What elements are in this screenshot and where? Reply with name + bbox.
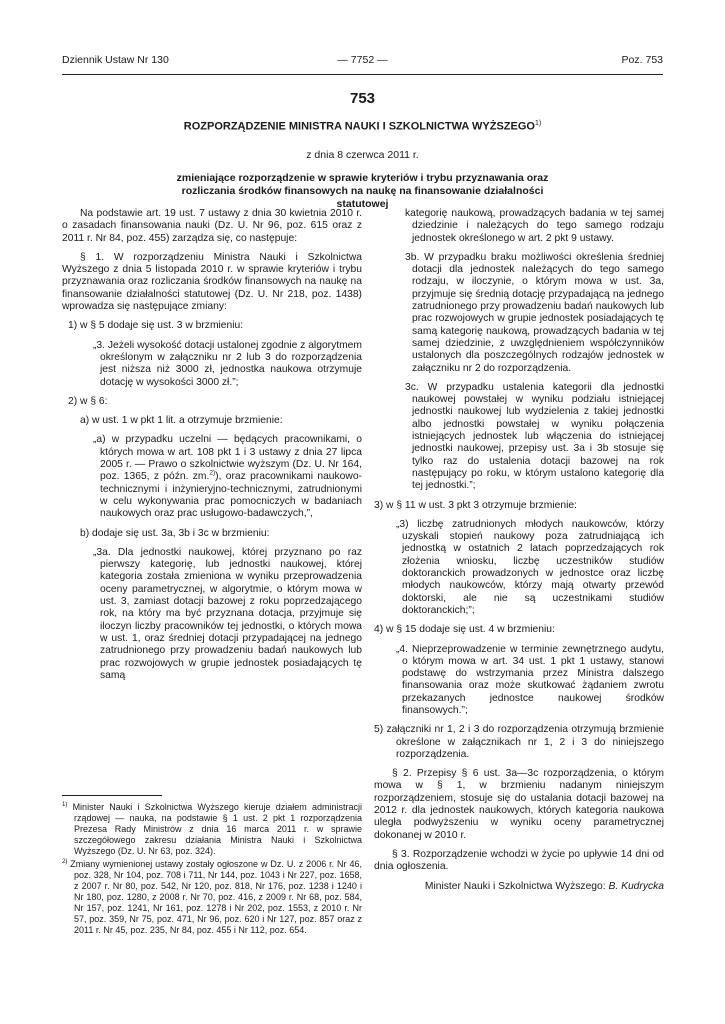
item-4: 4) w § 15 dodaje się ust. 4 w brzmieniu: <box>374 624 555 636</box>
footnote-rule <box>62 795 162 796</box>
item-2a-text-part1: „a) w przypadku uczelni — będących pracownikami, o których mowa w art. 108 pkt 1 i 3 ustawy z dnia 27 lipca 2005 r. — Prawo o szkolnictwie wyższym (Dz. U. Nr 164, poz. 1365, z późn. zm. <box>93 434 362 483</box>
page-header <box>62 54 663 70</box>
signature <box>374 881 664 893</box>
position-number: Poz. 753 <box>621 54 663 66</box>
left-column <box>62 208 362 689</box>
item-5: 5) załączniki nr 1, 2 i 3 do rozporządzenia otrzymują brzmienie określone w załącznikach nr 1, 2 i 3 do niniejszego rozporządzenia. <box>374 724 664 760</box>
header-rule <box>62 74 663 75</box>
act-title <box>60 120 665 133</box>
footnote-1-text: Minister Nauki i Szkolnictwa Wyższego kieruje działem administracji rządowej — nauka, na podstawie § 1 ust. 2 pkt 1 rozporządzenia Prezesa Rady Ministrów z dnia 16 marca 2011 r. w sprawie szczegółowego zakresu działania Ministra Nauki i Szkolnictwa Wyższego (Dz. U. Nr 63, poz. 324). <box>72 802 362 856</box>
item-3a-continued: kategorię naukową, prowadzących badania w tej samej dziedzinie i należących do tego samego rodzaju jednostek określonego w art. 2 pkt 9 ustawy. <box>405 208 664 244</box>
item-2a-footnote-ref: 2) <box>209 469 216 477</box>
item-3b: 3b. W przypadku braku możliwości określenia średniej dotacji dla jednostek należących do tego samego rodzaju, w iloczynie, o którym mowa w ust. 3a, przyjmuje się średnią dotację przypadającą na jednego zatrudnionego przy prowadzeniu badań naukowych lub prac rozwojowych w grupie jednostek posiadających tę samą kategorię naukową, prowadzących badania w tej samej dziedzinie, z uwzględnieniem współczynników ustalonych dla poszczególnych rodzajów jednostek w załączniku nr 2 do rozporządzenia. <box>405 251 664 374</box>
footnote-1 <box>62 802 362 857</box>
footnote-2 <box>62 859 362 936</box>
item-2a: a) w ust. 1 w pkt 1 lit. a otrzymuje brzmienie: <box>80 415 283 427</box>
intro-paragraph: Na podstawie art. 19 ust. 7 ustawy z dnia 30 kwietnia 2010 r. o zasadach finansowania nauki (Dz. U. Nr 96, poz. 615 oraz z 2011 r. Nr 84, poz. 455) zarządza się, co następuje: <box>62 208 362 244</box>
item-1-text: „3. Jeżeli wysokość dotacji ustalonej zgodnie z algorytmem określonym w załączniku nr 2 lub 3 do rozporządzenia jest niższa niż 3000 zł, jednostka naukowa otrzymuje dotację w wysokości 3000 zł.”; <box>93 339 362 388</box>
page-number: — 7752 — <box>337 54 388 66</box>
item-3-text: „3) liczbę zatrudnionych młodych naukowców, którzy uzyskali stopień naukowy poza zatrudniającą ich jednostką w ostatnich 2 latach poprzedzających rok złożenia wniosku, liczbę uczestników studiów doktoranckich prowadzonych w jednostce oraz liczbę młodych naukowców, którzy mają otwarty przewód doktorski, ale nie są uczestnikami studiów doktoranckich;”; <box>396 518 664 616</box>
item-2b-3a-text: „3a. Dla jednostki naukowej, której przyznano po raz pierwszy kategorię, lub jednostki naukowej, której kategoria została zmieniona w wyniku przeprowadzenia oceny parametrycznej, w algorytmie, o którym mowa w ust. 3, zamiast dotacji bazowej z roku poprzedzającego rok, na który ma być przyznana dotacja, przyjmuje się iloczyn liczby pracowników tej jednostki, o których mowa w ust. 1, oraz średniej dotacji przypadającej na jednego zatrudnionego przy prowadzeniu badań naukowych lub prac rozwojowych w grupie jednostek posiadających tę samą <box>93 546 362 681</box>
item-2b: b) dodaje się ust. 3a, 3b i 3c w brzmieniu: <box>80 527 270 539</box>
item-3c: 3c. W przypadku ustalenia kategorii dla jednostki naukowej powstałej w wyniku podziału istniejącej jednostki naukowej lub wydzielenia z takiej jednostki albo jednostki powstałej w wyniku połączenia istniejących jednostek lub włączenia do istniejącej jednostki naukowej, przepisy ust. 3a i 3b stosuje się tylko raz do ustalenia dotacji bazowej na rok następujący po roku, w którym ustalono kategorię dla tej jednostki.”; <box>405 381 664 492</box>
paragraph-3: § 3. Rozporządzenie wchodzi w życie po upływie 14 dni od dnia ogłoszenia. <box>374 848 664 873</box>
act-date: z dnia 8 czerwca 2011 r. <box>306 149 419 161</box>
act-subject: zmieniające rozporządzenie w sprawie kryteriów i trybu przyznawania oraz rozliczania środków finansowych na naukę na finansowanie działalności statutowej <box>176 172 549 210</box>
signature-name: B. Kudrycka <box>608 880 664 892</box>
item-2: 2) w § 6: <box>68 395 108 407</box>
journal-name: Dziennik Ustaw Nr 130 <box>62 54 169 66</box>
title-footnote-ref: 1) <box>534 120 542 127</box>
act-title-text: ROZPORZĄDZENIE MINISTRA NAUKI I SZKOLNICTWA WYŻSZEGO <box>183 120 535 133</box>
item-1: 1) w § 5 dodaje się ust. 3 w brzmieniu: <box>68 320 244 332</box>
footnote-1-mark: 1) <box>62 802 68 808</box>
footnote-2-mark: 2) <box>62 859 68 865</box>
act-number: 753 <box>349 90 376 107</box>
item-4-text: „4. Nieprzeprowadzenie w terminie zewnętrznego audytu, o którym mowa w art. 34 ust. 1 pkt 1 ustawy, stanowi podstawę do wstrzymania przez Ministra dalszego finansowania oraz może skutkować żądaniem zwrotu przekazanych jednostce naukowej środków finansowych.”; <box>396 643 664 716</box>
item-2a-text-part2: ), oraz pracownikami naukowo-technicznymi i inżynieryjno-technicznymi, zatrudnionymi w celu wykonywania prac pomocniczych w badaniach naukowych oraz prac usługowo-badawczych,”, <box>100 471 362 520</box>
paragraph-2: § 2. Przepisy § 6 ust. 3a—3c rozporządzenia, o którym mowa w § 1, w brzmieniu nadanym niniejszym rozporządzeniem, stosuje się do ustalania dotacji bazowej na 2012 r. dla jednostek naukowych, których kategoria naukowa uległa podwyższeniu w wyniku oceny parametrycznej dokonanej w 2010 r. <box>374 768 664 841</box>
paragraph-1: § 1. W rozporządzeniu Ministra Nauki i Szkolnictwa Wyższego z dnia 5 listopada 2010 r. w sprawie kryteriów i trybu przyznawania oraz rozliczania środków finansowych na naukę na finansowanie działalności statutowej (Dz. U. Nr 218, poz. 1438) wprowadza się następujące zmiany: <box>62 251 362 313</box>
signature-role: Minister Nauki i Szkolnictwa Wyższego: <box>424 880 609 892</box>
item-2a-text <box>62 434 362 520</box>
footnote-2-text: Zmiany wymienionej ustawy zostały ogłoszone w Dz. U. z 2006 r. Nr 46, poz. 328, Nr 104, poz. 708 i 711, Nr 144, poz. 1043 i Nr 227, poz. 1658, z 2007 r. Nr 80, poz. 542, Nr 120, poz. 818, Nr 176, poz. 1238 i 1240 i Nr 180, poz. 1280, z 2008 r. Nr 70, poz. 416, z 2009 r. Nr 68, poz. 584, Nr 157, poz. 1241, Nr 161, poz. 1278 i Nr 202, poz. 1553, z 2010 r. Nr 57, poz. 359, Nr 75, poz. 471, Nr 96, poz. 620 i Nr 127, poz. 857 oraz z 2011 r. Nr 45, poz. 235, Nr 84, poz. 455 i Nr 112, poz. 654. <box>70 859 362 935</box>
right-column <box>374 208 664 900</box>
footnotes <box>62 802 362 938</box>
item-3: 3) w § 11 w ust. 3 pkt 3 otrzymuje brzmienie: <box>374 499 577 511</box>
